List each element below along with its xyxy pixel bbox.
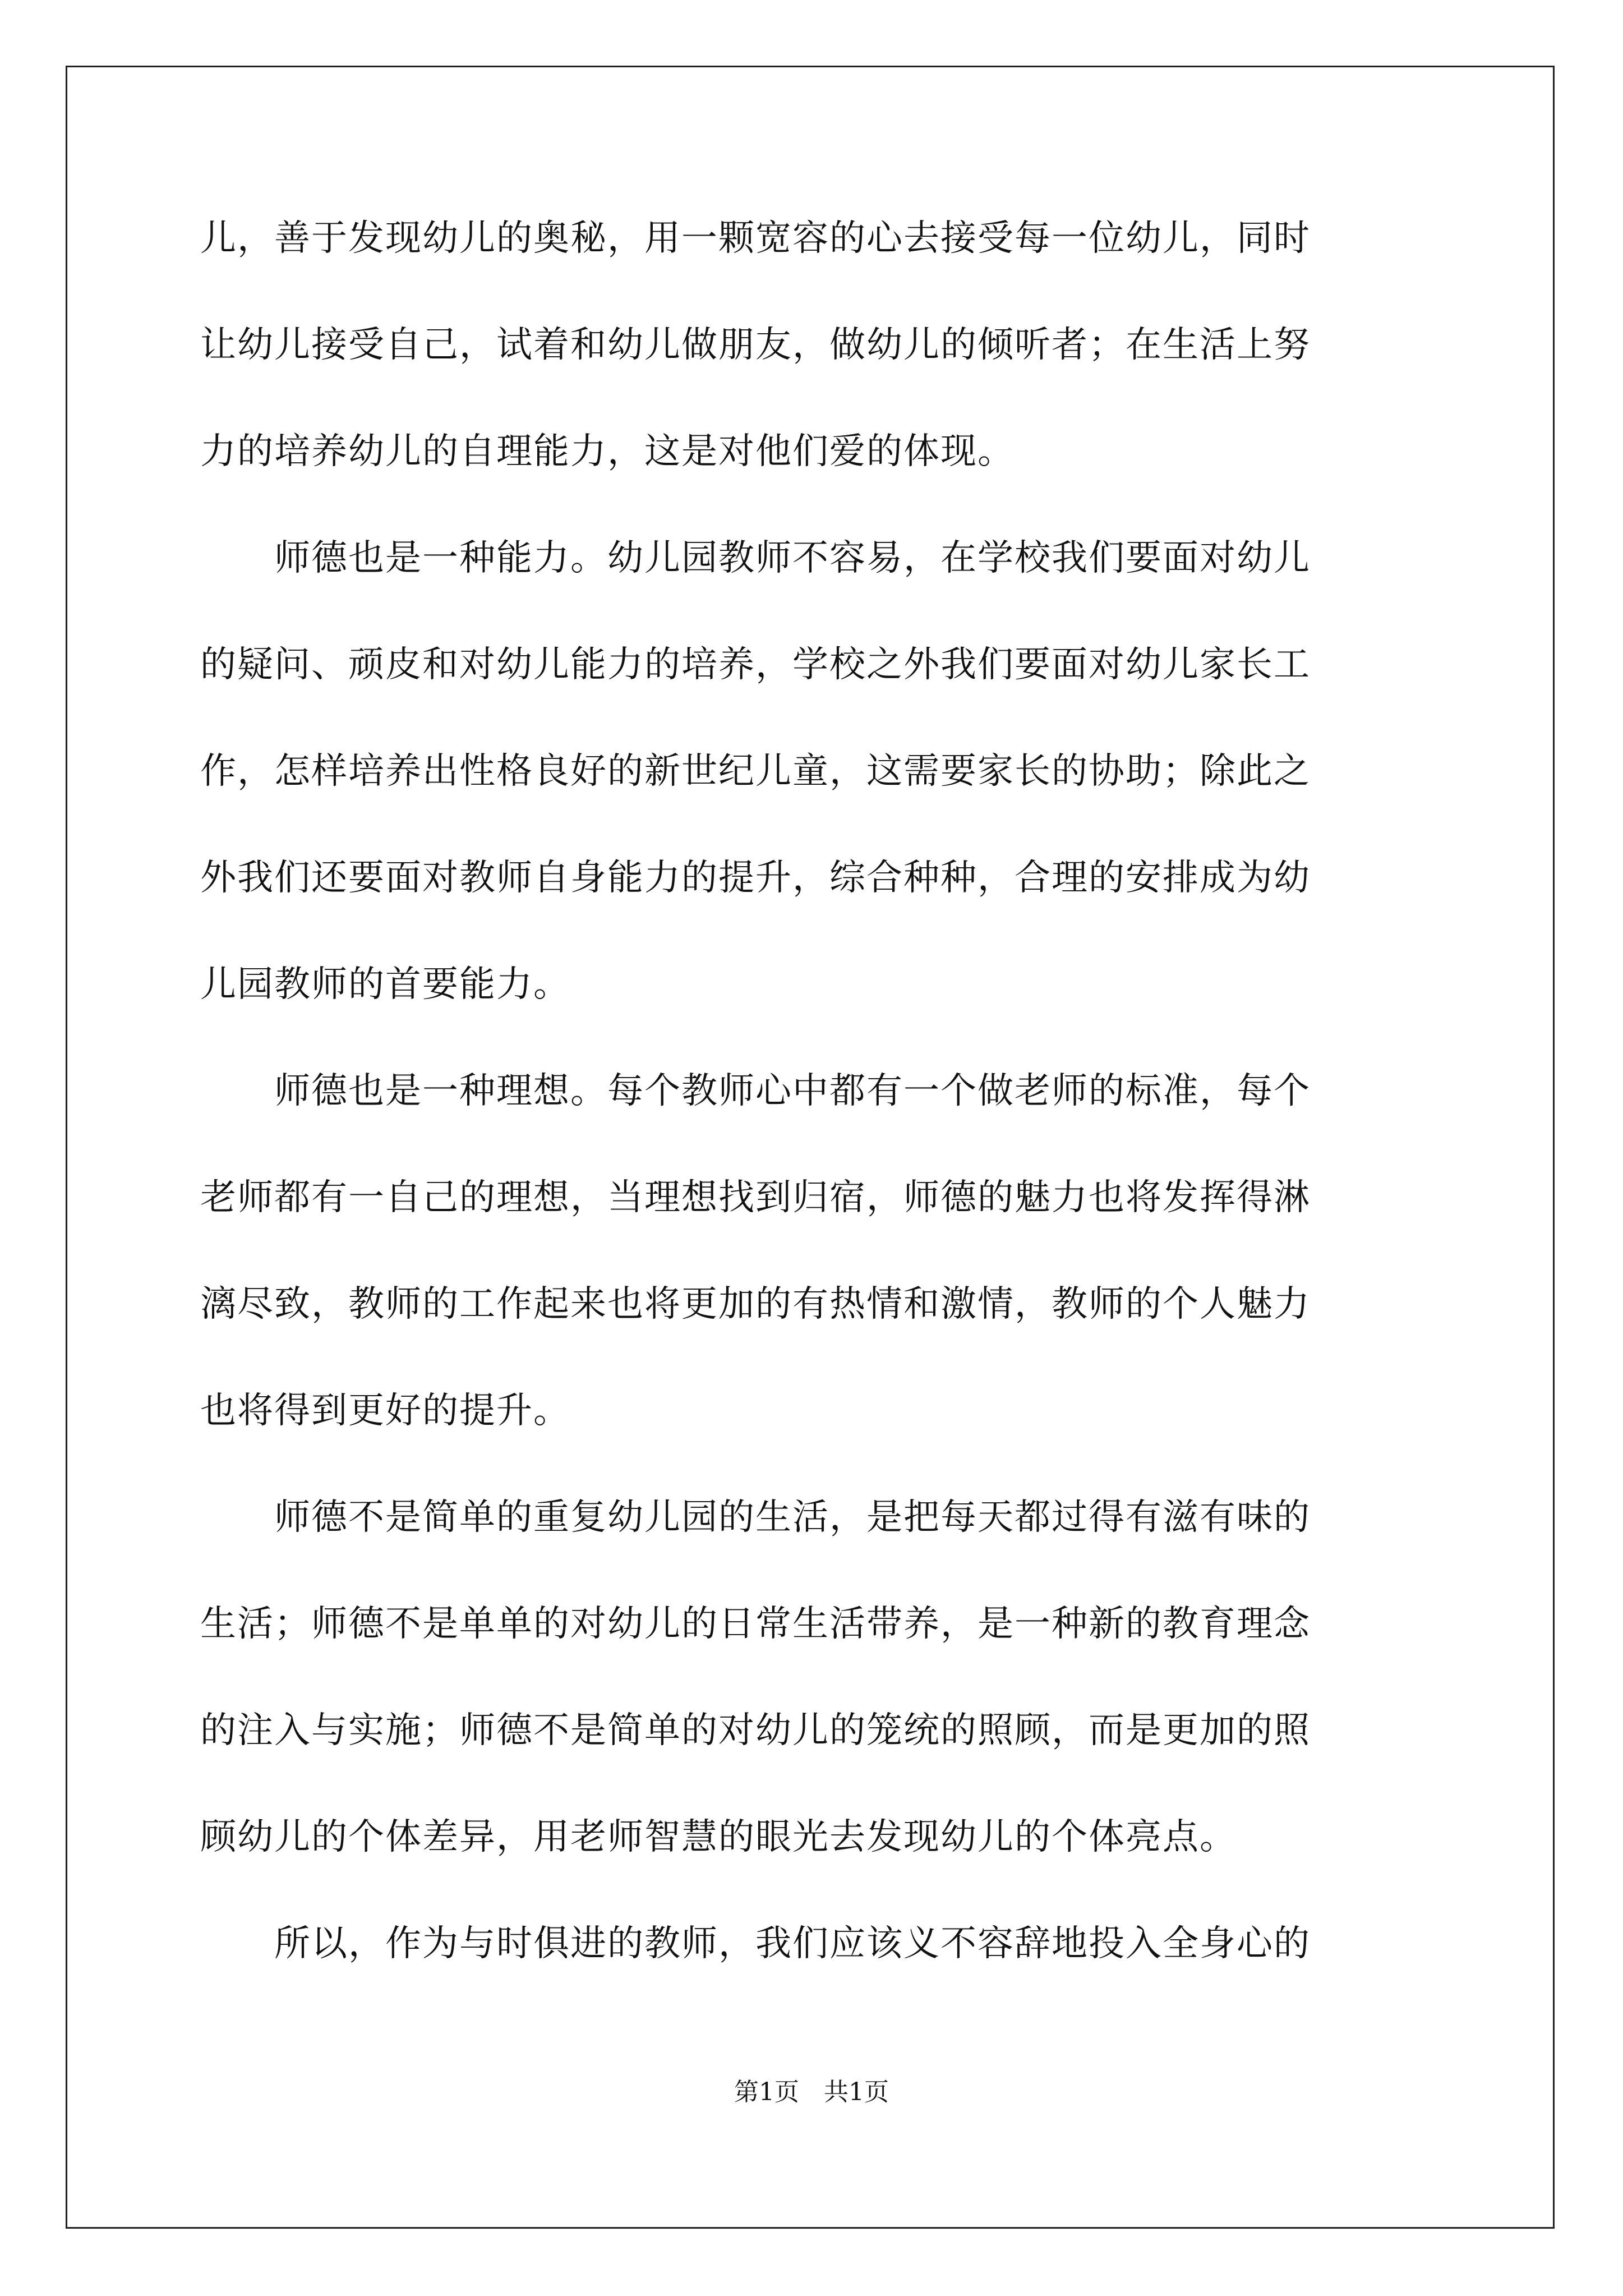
text-line: 力的培养幼儿的自理能力，这是对他们爱的体现。 bbox=[200, 431, 1015, 472]
text-line: 生活；师德不是单单的对幼儿的日常生活带养，是一种新的教育理念 bbox=[200, 1603, 1311, 1645]
text-line: 的注入与实施；师德不是简单的对幼儿的笼统的照顾，而是更加的照 bbox=[200, 1710, 1311, 1751]
text-line: 所以，作为与时俱进的教师，我们应该义不容辞地投入全身心的 bbox=[200, 1923, 1311, 1964]
text-line: 师德也是一种理想。每个教师心中都有一个做老师的标准，每个 bbox=[200, 1070, 1311, 1112]
text-line: 漓尽致，教师的工作起来也将更加的有热情和激情，教师的个人魅力 bbox=[200, 1283, 1311, 1325]
text-line: 外我们还要面对教师自身能力的提升，综合种种，合理的安排成为幼 bbox=[200, 857, 1311, 899]
text-line: 师德也是一种能力。幼儿园教师不容易，在学校我们要面对幼儿 bbox=[200, 537, 1311, 579]
text-line: 作，怎样培养出性格良好的新世纪儿童，这需要家长的协助；除此之 bbox=[200, 751, 1311, 792]
page-border bbox=[66, 66, 1555, 2229]
text-line: 让幼儿接受自己，试着和幼儿做朋友，做幼儿的倾听者；在生活上努 bbox=[200, 324, 1311, 366]
text-line: 儿园教师的首要能力。 bbox=[200, 964, 570, 1005]
text-line: 的疑问、顽皮和对幼儿能力的培养，学校之外我们要面对幼儿家长工 bbox=[200, 644, 1311, 685]
text-line: 顾幼儿的个体差异，用老师智慧的眼光去发现幼儿的个体亮点。 bbox=[200, 1816, 1237, 1858]
text-line: 也将得到更好的提升。 bbox=[200, 1390, 570, 1432]
text-line: 儿，善于发现幼儿的奥秘，用一颗宽容的心去接受每一位幼儿，同时 bbox=[200, 218, 1311, 259]
text-line: 师德不是简单的重复幼儿园的生活，是把每天都过得有滋有味的 bbox=[200, 1497, 1311, 1538]
page-number-footer: 第1页 共1页 bbox=[734, 2078, 889, 2106]
text-line: 老师都有一自己的理想，当理想找到归宿，师德的魅力也将发挥得淋 bbox=[200, 1177, 1311, 1218]
